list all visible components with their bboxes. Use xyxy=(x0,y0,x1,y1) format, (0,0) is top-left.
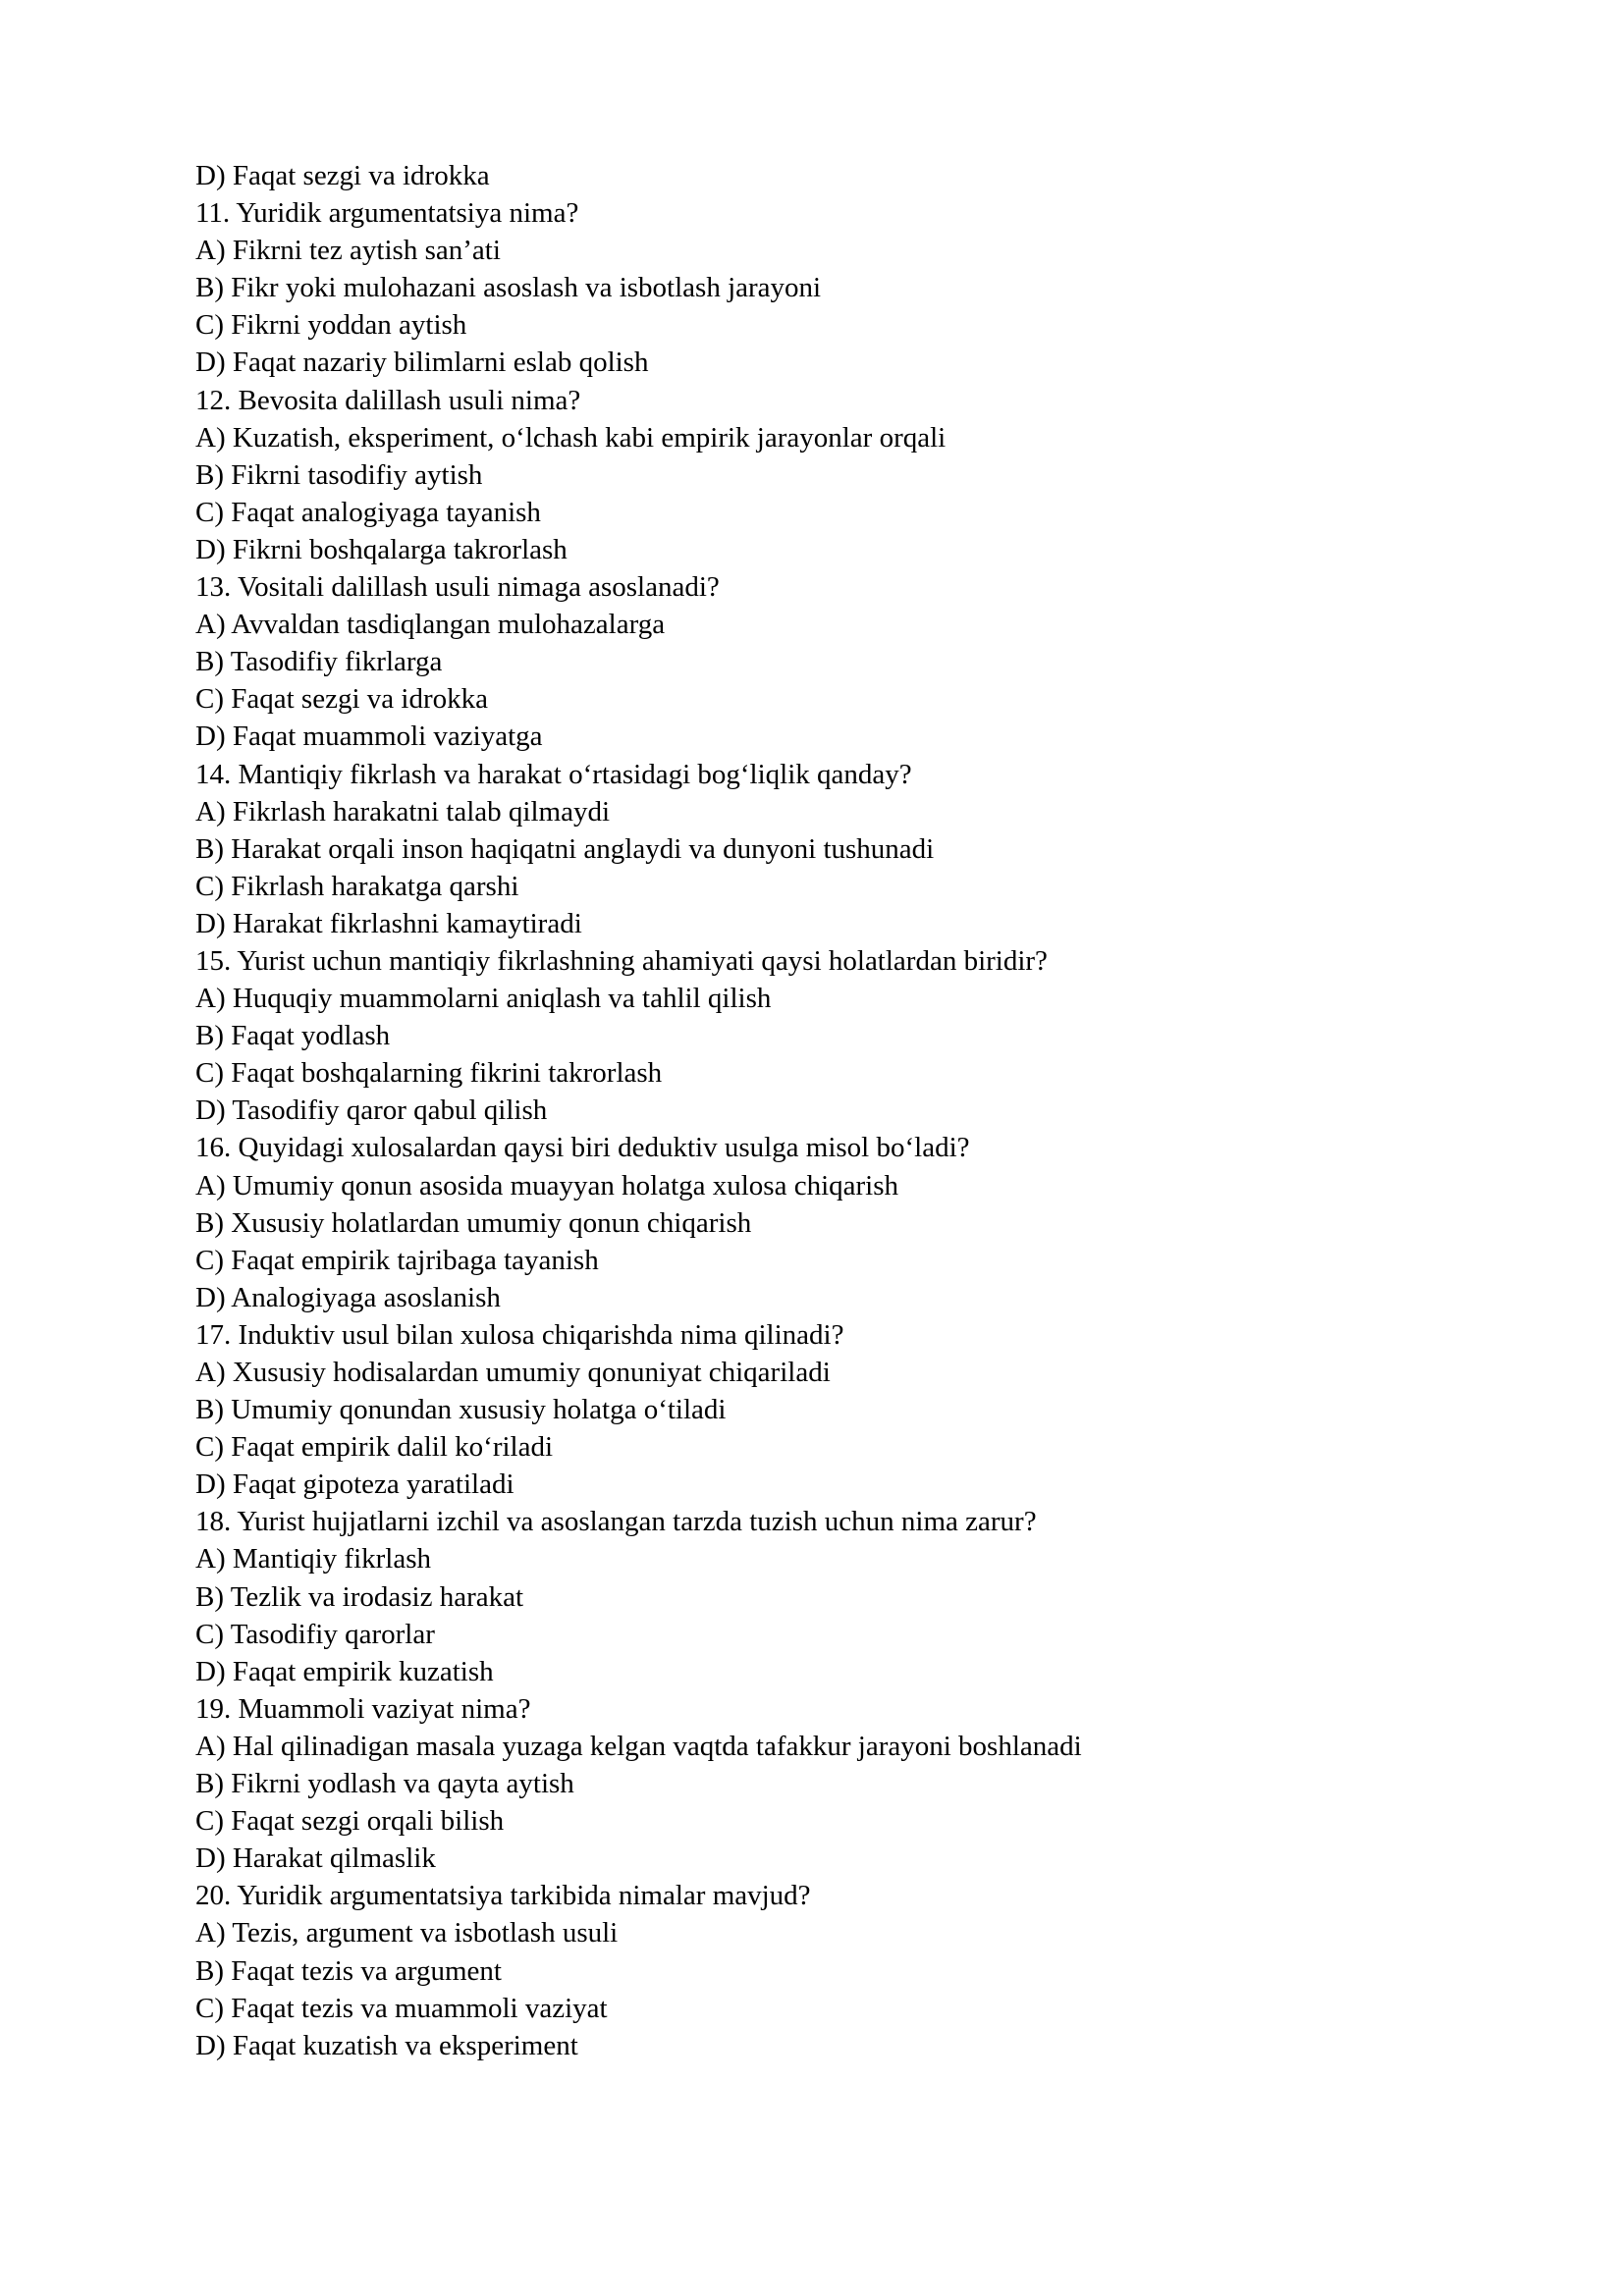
answer-option: D) Faqat gipoteza yaratiladi xyxy=(195,1468,514,1501)
answer-option: C) Faqat boshqalarning fikrini takrorlash xyxy=(195,1057,663,1090)
answer-option: B) Faqat yodlash xyxy=(195,1020,391,1052)
answer-option: A) Fikrlash harakatni talab qilmaydi xyxy=(195,795,611,828)
question-11: 11. Yuridik argumentatsiya nima? xyxy=(195,197,579,230)
answer-option: B) Faqat tezis va argument xyxy=(195,1954,502,1987)
answer-option: B) Xususiy holatlardan umumiy qonun chiqarish xyxy=(195,1206,752,1239)
answer-option: D) Tasodifiy qaror qabul qilish xyxy=(195,1095,548,1127)
question-15: 15. Yurist uchun mantiqiy fikrlashning ahamiyati qaysi holatlardan biridir? xyxy=(195,944,1048,977)
answer-option: C) Fikrni yoddan aytish xyxy=(195,309,467,342)
answer-option: D) Harakat fikrlashni kamaytiradi xyxy=(195,907,582,939)
answer-option: C) Faqat empirik dalil ko‘riladi xyxy=(195,1431,554,1464)
answer-option: A) Hal qilinadigan masala yuzaga kelgan vaqtda tafakkur jarayoni boshlanadi xyxy=(195,1730,1082,1762)
answer-option: D) Faqat sezgi va idrokka xyxy=(195,160,490,191)
answer-option: D) Analogiyaga asoslanish xyxy=(195,1281,501,1313)
question-12: 12. Bevosita dalillash usuli nima? xyxy=(195,384,581,416)
question-18: 18. Yurist hujjatlarni izchil va asoslangan tarzda tuzish uchun nima zarur? xyxy=(195,1506,1037,1538)
document-page xyxy=(195,157,1472,2064)
question-14: 14. Mantiqiy fikrlash va harakat o‘rtasidagi bog‘liqlik qanday? xyxy=(195,758,912,790)
answer-option: A) Mantiqiy fikrlash xyxy=(195,1543,432,1575)
answer-option: A) Kuzatish, eksperiment, o‘lchash kabi empirik jarayonlar orqali xyxy=(195,421,947,454)
answer-option: C) Faqat empirik tajribaga tayanish xyxy=(195,1244,599,1276)
answer-option: A) Avvaldan tasdiqlangan mulohazalarga xyxy=(195,609,666,641)
answer-option: C) Faqat sezgi orqali bilish xyxy=(195,1805,505,1838)
answer-option: D) Faqat empirik kuzatish xyxy=(195,1655,494,1687)
answer-option: B) Harakat orqali inson haqiqatni anglaydi va dunyoni tushunadi xyxy=(195,832,935,865)
answer-option: C) Faqat analogiyaga tayanish xyxy=(195,496,541,528)
answer-option: C) Fikrlash harakatga qarshi xyxy=(195,870,519,902)
question-20: 20. Yuridik argumentatsiya tarkibida nimalar mavjud? xyxy=(195,1880,811,1912)
answer-option: B) Umumiy qonundan xususiy holatga o‘tiladi xyxy=(195,1394,727,1426)
answer-option: D) Faqat muammoli vaziyatga xyxy=(195,721,543,753)
question-19: 19. Muammoli vaziyat nima? xyxy=(195,1692,531,1725)
answer-option: C) Faqat sezgi va idrokka xyxy=(195,683,488,716)
answer-option: D) Faqat kuzatish va eksperiment xyxy=(195,2029,578,2061)
answer-option: B) Fikrni yodlash va qayta aytish xyxy=(195,1768,574,1800)
answer-option: B) Tasodifiy fikrlarga xyxy=(195,646,443,678)
answer-option: B) Fikr yoki mulohazani asoslash va isbotlash jarayoni xyxy=(195,272,822,304)
answer-option: A) Fikrni tez aytish san’ati xyxy=(195,235,501,267)
answer-option: C) Faqat tezis va muammoli vaziyat xyxy=(195,1992,608,2024)
question-16: 16. Quyidagi xulosalardan qaysi biri deduktiv usulga misol bo‘ladi? xyxy=(195,1132,970,1164)
question-17: 17. Induktiv usul bilan xulosa chiqarishda nima qilinadi? xyxy=(195,1318,844,1351)
answer-option: C) Tasodifiy qarorlar xyxy=(195,1618,435,1650)
answer-option: B) Fikrni tasodifiy aytish xyxy=(195,458,483,491)
answer-option: D) Faqat nazariy bilimlarni eslab qolish xyxy=(195,347,649,379)
answer-option: A) Xususiy hodisalardan umumiy qonuniyat chiqariladi xyxy=(195,1357,831,1388)
answer-option: A) Huquqiy muammolarni aniqlash va tahlil qilish xyxy=(195,983,772,1015)
answer-option: A) Umumiy qonun asosida muayyan holatga xulosa chiqarish xyxy=(195,1169,899,1201)
answer-option: D) Harakat qilmaslik xyxy=(195,1842,436,1875)
answer-option: D) Fikrni boshqalarga takrorlash xyxy=(195,533,568,565)
answer-option: A) Tezis, argument va isbotlash usuli xyxy=(195,1917,619,1949)
question-13: 13. Vositali dalillash usuli nimaga asoslanadi? xyxy=(195,571,720,604)
answer-option: B) Tezlik va irodasiz harakat xyxy=(195,1580,524,1613)
